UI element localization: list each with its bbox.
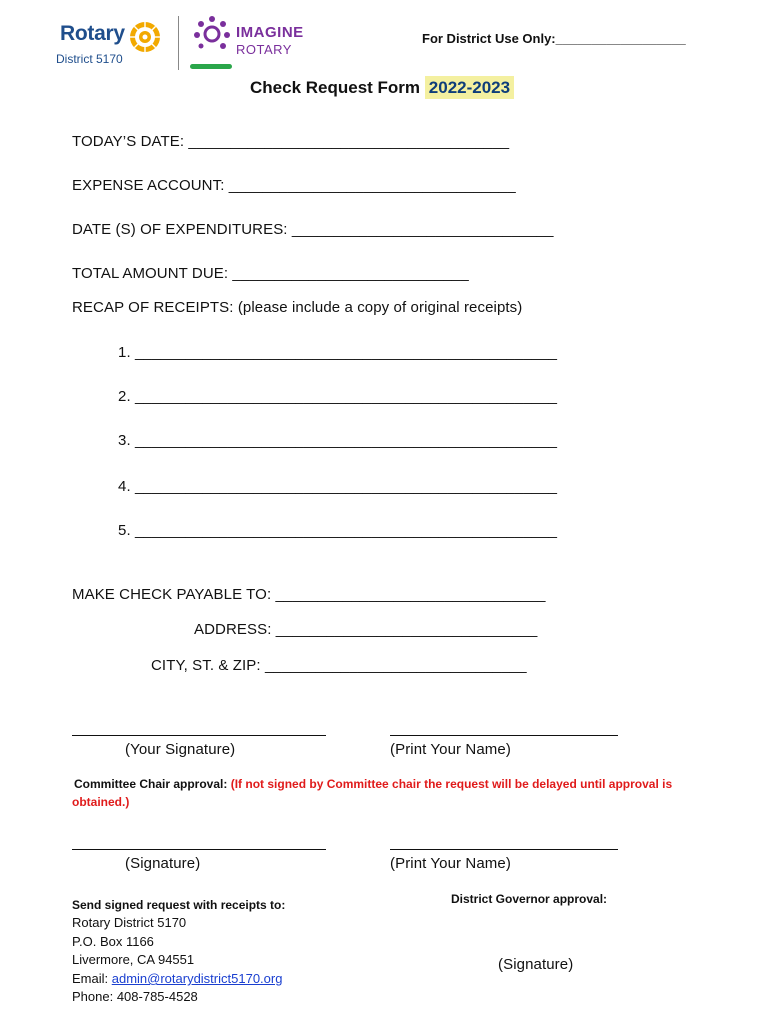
date-expenditures-field: DATE (S) OF EXPENDITURES: _______________________________ — [72, 221, 554, 238]
send-to-line-3: Livermore, CA 94551 — [72, 952, 195, 967]
committee-signature-line — [72, 849, 326, 850]
receipt-line-2: 2. __________________________________________________ — [118, 388, 558, 405]
signature-caption: (Signature) — [125, 855, 201, 872]
total-amount-field: TOTAL AMOUNT DUE: ____________________________ — [72, 265, 469, 282]
address-field: ADDRESS: _______________________________ — [194, 621, 538, 638]
logo-divider — [178, 16, 179, 70]
title-year: 2022-2023 — [425, 76, 514, 99]
imagine-rotary-logo — [190, 14, 305, 72]
print-name-caption-1: (Print Your Name) — [390, 741, 511, 758]
rotary-wheel-icon — [128, 20, 162, 54]
green-swoosh — [190, 64, 232, 69]
rotary-logo — [56, 18, 166, 70]
print-name-line-1 — [390, 735, 618, 736]
send-to-email — [72, 971, 282, 986]
recap-receipts-label: RECAP OF RECEIPTS: (please include a copy of original receipts) — [72, 299, 523, 316]
payable-to-field: MAKE CHECK PAYABLE TO: ________________________________ — [72, 586, 546, 603]
governor-approval-label: District Governor approval: — [451, 892, 608, 906]
page-title — [250, 78, 514, 98]
send-to-phone: Phone: 408-785-4528 — [72, 989, 198, 1004]
send-to-line-1: Rotary District 5170 — [72, 915, 187, 930]
committee-note-cont: obtained.) — [72, 795, 130, 809]
district-use-only: For District Use Only:__________________ — [422, 31, 686, 46]
email-label: Email: — [72, 971, 112, 986]
committee-approval — [74, 777, 672, 791]
your-signature-caption: (Your Signature) — [125, 741, 236, 758]
committee-label: Committee Chair approval: — [74, 777, 228, 791]
district-label: District 5170 — [56, 52, 123, 66]
title-text: Check Request Form — [250, 78, 421, 97]
receipt-line-4: 4. __________________________________________________ — [118, 478, 558, 495]
receipt-line-1: 1. __________________________________________________ — [118, 344, 558, 361]
receipt-line-5: 5. __________________________________________________ — [118, 522, 558, 539]
imagine-wordmark: IMAGINE — [236, 24, 304, 41]
governor-signature-caption: (Signature) — [498, 956, 574, 973]
rotary-wordmark: Rotary — [60, 22, 125, 45]
city-state-zip-field: CITY, ST. & ZIP: _______________________________ — [151, 657, 527, 674]
print-name-line-2 — [390, 849, 618, 850]
send-to-line-2: P.O. Box 1166 — [72, 934, 154, 949]
email-link[interactable]: admin@rotarydistrict5170.org — [111, 971, 283, 986]
todays-date-field: TODAY’S DATE: ______________________________________ — [72, 133, 510, 150]
receipt-line-3: 3. __________________________________________________ — [118, 432, 558, 449]
your-signature-line — [72, 735, 326, 736]
imagine-rotary-wordmark: ROTARY — [236, 42, 292, 57]
committee-note: (If not signed by Committee chair the request will be delayed until approval is — [230, 777, 673, 791]
print-name-caption-2: (Print Your Name) — [390, 855, 511, 872]
imagine-burst-icon — [192, 14, 232, 58]
send-to-heading: Send signed request with receipts to: — [72, 898, 286, 912]
expense-account-field: EXPENSE ACCOUNT: __________________________________ — [72, 177, 516, 194]
